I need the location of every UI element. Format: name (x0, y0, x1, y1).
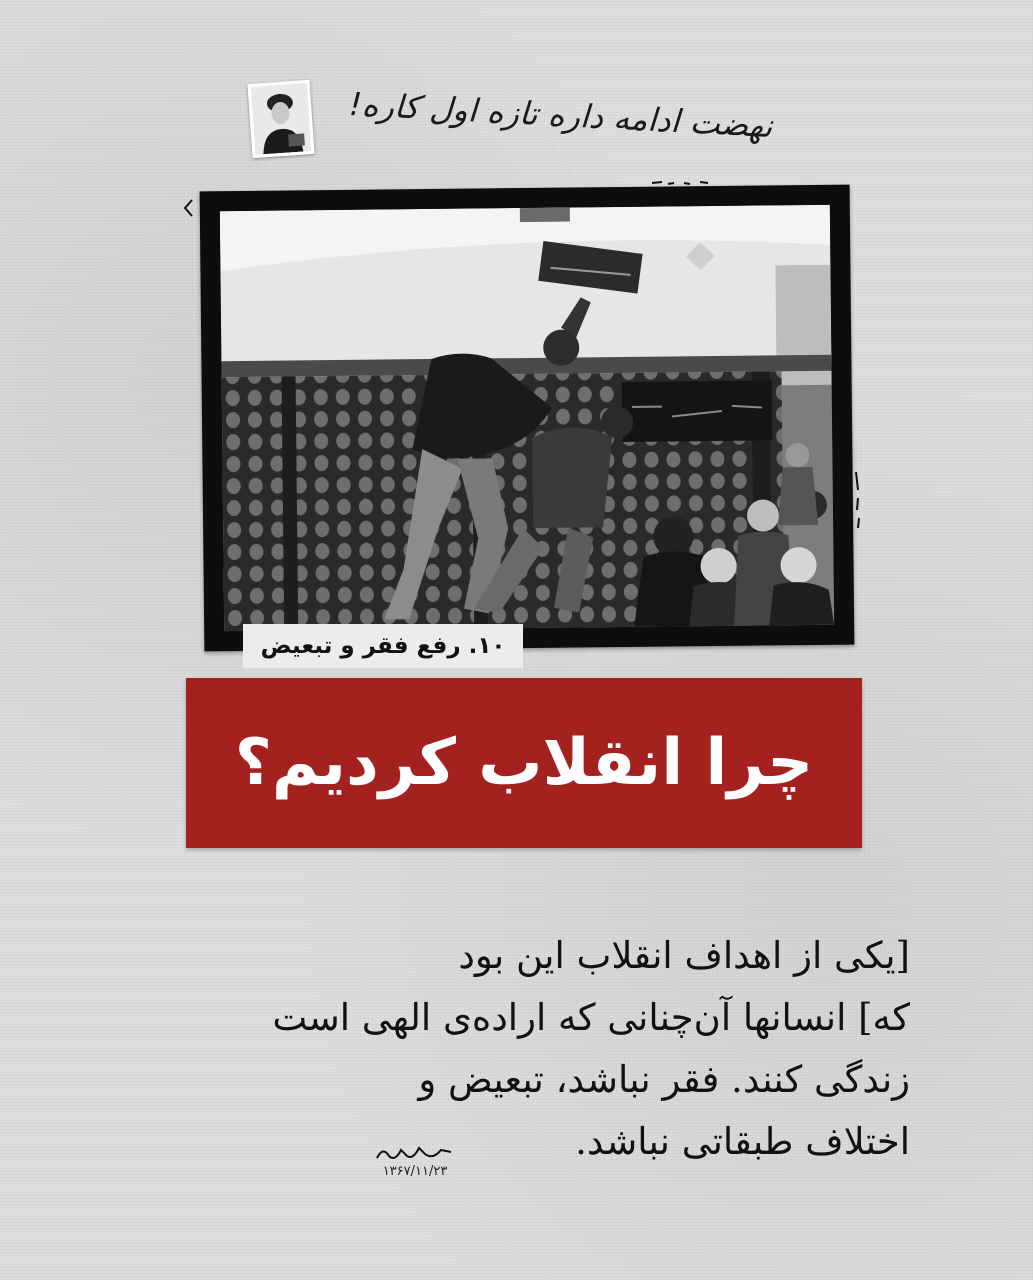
scribble-mark (852, 470, 864, 530)
signature (345, 1140, 485, 1182)
signature-date: ۱۳۶۷/۱۱/۲۳ (382, 1164, 448, 1179)
page-title: چرا انقلاب کردیم؟ (234, 726, 814, 800)
quote-line: زندگی کنند. فقر نباشد، تبعیض و (418, 1058, 910, 1101)
photo-frame (200, 185, 855, 652)
quote-line: که] انسانها آن‌چنانی که اراده‌ی الهی است (272, 996, 910, 1039)
quote-line: اختلاف طبقاتی نباشد. (575, 1120, 910, 1163)
header-slogan: نهضت ادامه داره تازه اول کاره! (348, 84, 774, 146)
protest-photo (220, 205, 834, 631)
signature-icon (373, 1140, 457, 1164)
topic-label: ۱۰. رفع فقر و تبعیض (243, 624, 523, 668)
quote-block (140, 925, 910, 1173)
quote-line: [یکی از اهداف انقلاب این بود (458, 934, 910, 977)
portrait-icon (247, 80, 314, 158)
scribble-mark (182, 198, 196, 218)
title-banner (186, 678, 862, 848)
